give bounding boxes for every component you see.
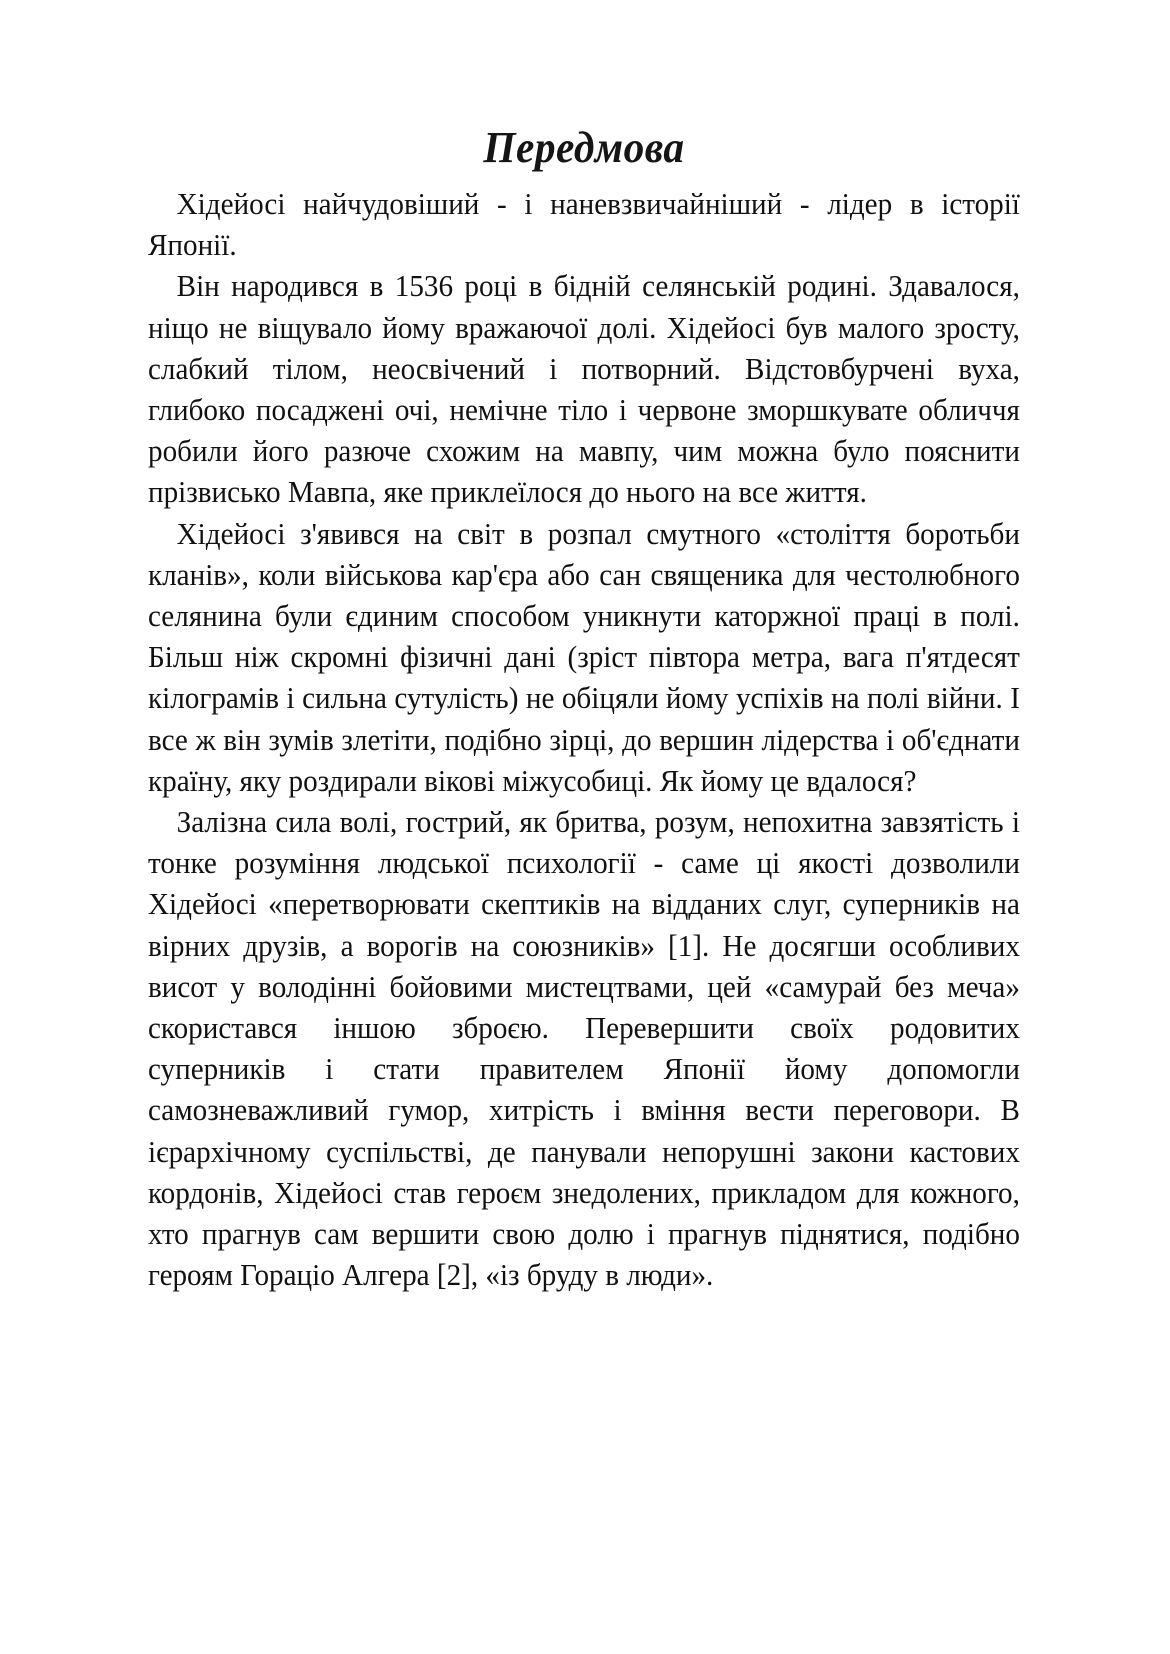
page-title: Передмова [483,123,685,172]
paragraph-3: Хідейосі з'явився на світ в розпал смутного «століття боротьби кланів», коли військова кар'єра або сан священика для честолюбного селянина були єдиним способом уникнути каторжної праці в полі. Більш ніж скромні фізичні дані (зріст півтора метра, вага п'ятдесят кілограмів і сильна сутулість) не обіцяли йому успіхів на полі війни. І все ж він зумів злетіти, подібно зірці, до вершин лідерства і об'єднати країну, яку роздирали вікові міжусобиці. Як йому це вдалося? [148,516,1020,798]
body-text [148,184,1020,1296]
paragraph-2: Він народився в 1536 році в бідній селянській родині. Здавалося, ніщо не віщувало йому вражаючої долі. Хідейосі був малого зросту, слабкий тілом, неосвічений і потворний. Відстовбурчені вуха, глибоко посаджені очі, немічне тіло і червоне зморшкувате обличчя робили його разюче схожим на мавпу, чим можна було пояснити прізвисько Мавпа, яке приклеїлося до нього на все життя. [148,269,1020,510]
paragraph-1: Хідейосі найчудовіший - і наневзвичайніший - лідер в історії Японії. [148,187,1020,263]
page-content [148,123,1020,1296]
paragraph-4: Залізна сила волі, гострий, як бритва, розум, непохитна завзятість і тонке розуміння людської психології - саме ці якості дозволили Хідейосі «перетворювати скептиків на відданих слуг, суперників на вірних друзів, а ворогів на союзників» [1]. Не досягши особливих висот у володінні бойовими мистецтвами, цей «самурай без меча» скористався іншою зброєю. Перевершити своїх родовитих суперників і стати правителем Японії йому допомогли самозневажливий гумор, хитрість і вміння вести переговори. В ієрархічному суспільстві, де панували непорушні закони кастових кордонів, Хідейосі став героєм знедолених, прикладом для кожного, хто прагнув сам вершити свою долю і прагнув піднятися, подібно героям Гораціо Алгера [2], «із бруду в люди». [148,805,1020,1293]
